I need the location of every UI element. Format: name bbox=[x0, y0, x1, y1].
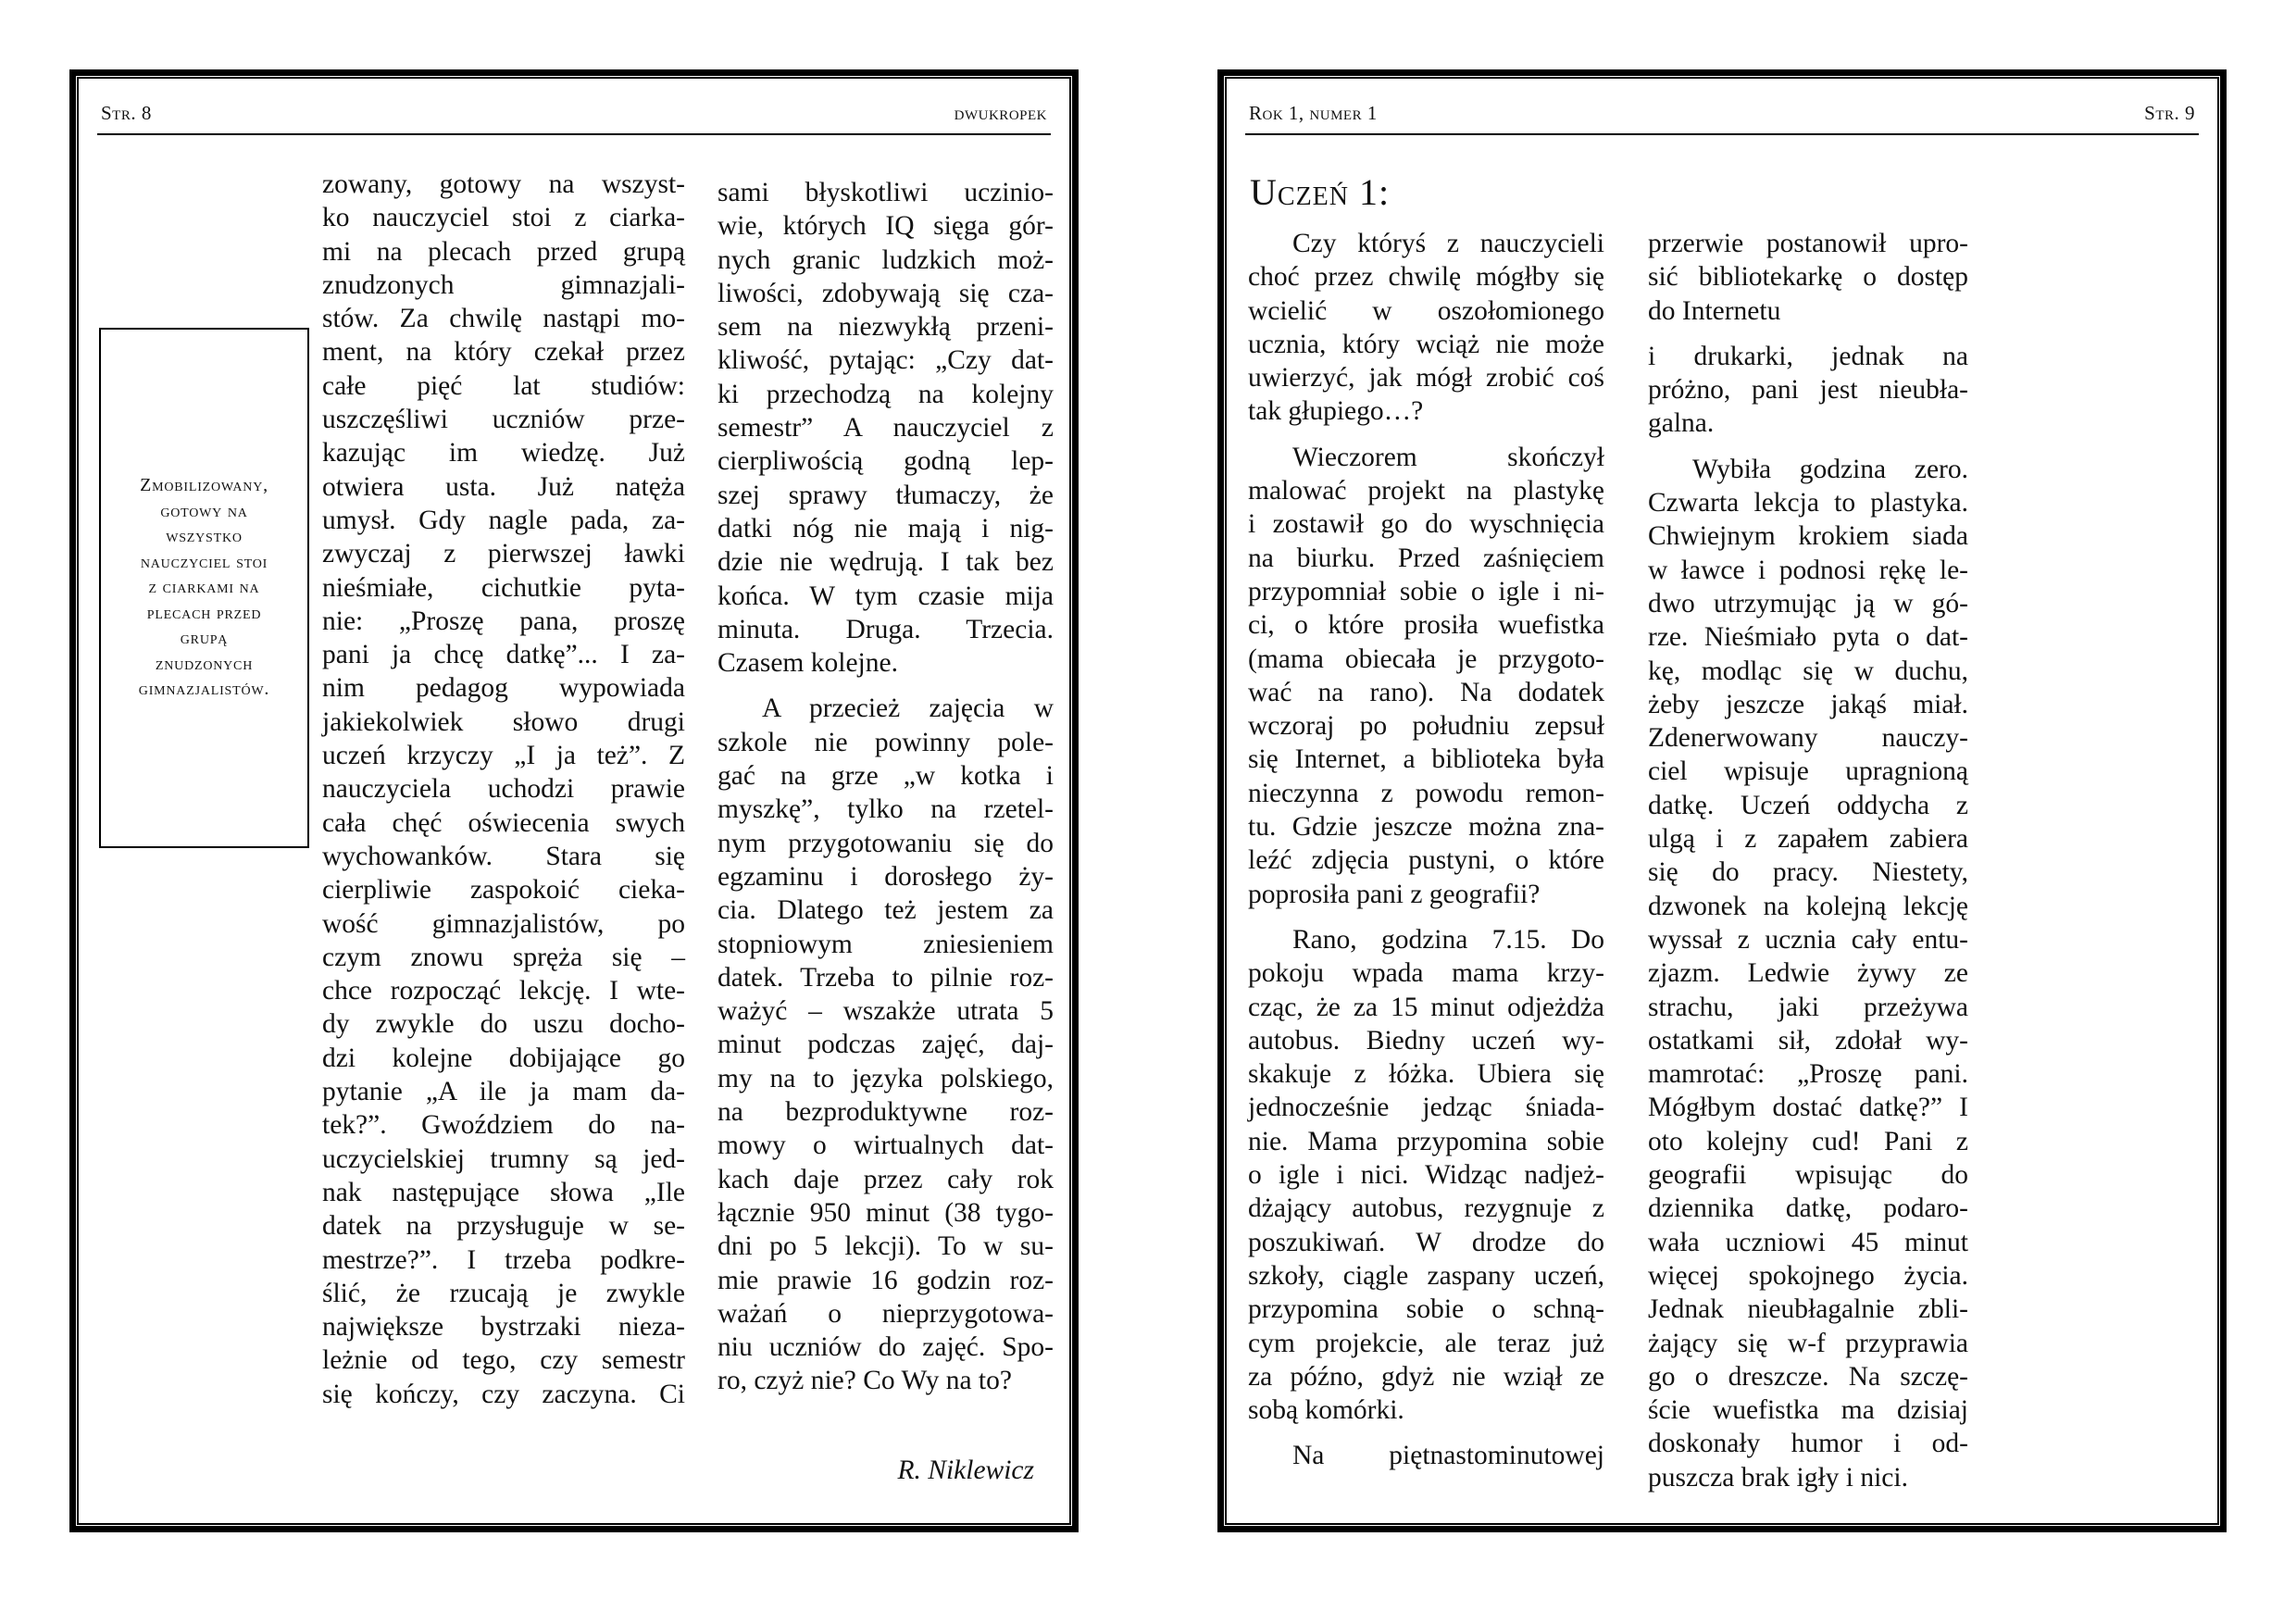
text-line: Wybiła godzina zero. bbox=[1692, 454, 1968, 484]
text-line: wie, których IQ sięga gór- bbox=[718, 211, 1054, 242]
text-line: zowany, gotowy na wszyst- bbox=[322, 169, 685, 199]
text-line: Chwiejnym krokiem siada bbox=[1648, 521, 1968, 552]
paragraph bbox=[1248, 1439, 1604, 1472]
text-line: końca. W tym czasie mija bbox=[718, 581, 1054, 611]
text-line: nie. Mama przypomina sobie bbox=[1248, 1126, 1604, 1156]
publication-name: dwukropek bbox=[954, 102, 1047, 124]
text-line: datki nóg nie mają i nig- bbox=[718, 513, 1054, 543]
text-line: Czy któryś z nauczycieli bbox=[1292, 229, 1604, 258]
text-line: jakiekolwiek słowo drugi bbox=[322, 706, 685, 737]
text-line: wała uczniowi 45 minut bbox=[1648, 1227, 1968, 1257]
text-line: dżający autobus, rezygnuje z bbox=[1248, 1193, 1604, 1224]
text-line: wać na rano). Na dodatek bbox=[1248, 677, 1604, 707]
text-line: dy zwykle do uszu docho- bbox=[322, 1009, 685, 1040]
text-line: nieczynna z powodu remon- bbox=[1248, 778, 1604, 808]
text-line: semestr” A nauczyciel z bbox=[718, 413, 1054, 443]
text-line: wczoraj po południu zepsuł bbox=[1248, 711, 1604, 742]
pull-quote-line: nauczyciel stoi bbox=[140, 551, 268, 572]
text-line: na biurku. Przed zaśnięciem bbox=[1248, 543, 1604, 573]
text-line: łącznie 950 minut (38 tygo- bbox=[718, 1197, 1054, 1228]
right-column-2 bbox=[1648, 227, 1968, 1506]
text-line: rze. Nieśmiało pyta o dat- bbox=[1648, 622, 1968, 653]
text-line: nim pedagog wypowiada bbox=[322, 673, 685, 704]
text-line: cia. Dlatego też jestem za bbox=[718, 895, 1054, 926]
text-line: kazując im wiedzę. Już bbox=[322, 438, 685, 468]
paragraph bbox=[1248, 441, 1604, 911]
text-line: w ławce i podnosi rękę le- bbox=[1648, 555, 1968, 585]
text-line: datek. Trzeba to pilnie roz- bbox=[718, 962, 1054, 993]
text-line: Zdenerwowany nauczy- bbox=[1648, 723, 1968, 754]
text-line: nych granic ludzkich moż- bbox=[718, 244, 1054, 275]
text-line: sem na niezwykłą przeni- bbox=[718, 312, 1054, 343]
text-line: datkę. Uczeń oddycha z bbox=[1648, 790, 1968, 820]
text-line: mowy o wirtualnych dat- bbox=[718, 1131, 1054, 1161]
text-line: autobus. Biedny uczeń wy- bbox=[1248, 1025, 1604, 1056]
pull-quote-line: znudzonych bbox=[155, 653, 254, 674]
text-line: żający się w-f przyprawia bbox=[1648, 1328, 1968, 1358]
text-line: mamrotać: „Proszę pani. bbox=[1648, 1059, 1968, 1090]
paragraph bbox=[1248, 923, 1604, 1427]
text-line: największe bystrzaki nieza- bbox=[322, 1312, 685, 1343]
text-line: pytanie „A ile ja mam da- bbox=[322, 1077, 685, 1107]
text-line: ro, czyż nie? Co Wy na to? bbox=[718, 1366, 1012, 1396]
text-line: Mógłbym dostać datkę?” I bbox=[1648, 1093, 1968, 1123]
text-line: ważyć – wszakże utrata 5 bbox=[718, 996, 1054, 1027]
text-line: doskonały humor i od- bbox=[1648, 1429, 1968, 1459]
text-line: zjazm. Ledwie żywy ze bbox=[1648, 958, 1968, 989]
pull-quote-line: wszystko bbox=[166, 526, 243, 547]
text-line: dzi kolejne dobijające go bbox=[322, 1043, 685, 1073]
text-line: Wieczorem skończył bbox=[1292, 442, 1604, 472]
author-signature: R. Niklewicz bbox=[897, 1455, 1034, 1485]
text-line: cała chęć oświecenia swych bbox=[322, 807, 685, 838]
left-column-2 bbox=[718, 176, 1054, 1410]
text-line: kliwość, pytając: „Czy dat- bbox=[718, 345, 1054, 376]
text-line: liwości, zdobywają się cza- bbox=[718, 278, 1054, 308]
text-line: cierpliwie zaspokoić cieka- bbox=[322, 875, 685, 906]
left-page-header bbox=[97, 101, 1051, 135]
text-line: leżnie od tego, czy semestr bbox=[322, 1345, 685, 1376]
text-line: mie prawie 16 godzin roz- bbox=[718, 1265, 1054, 1295]
text-line: go o dreszcze. Na szczę- bbox=[1648, 1361, 1968, 1392]
pull-quote-line: plecach przed bbox=[146, 602, 262, 623]
paragraph bbox=[1648, 340, 1968, 441]
text-line: cząc, że za 15 minut odjeżdża bbox=[1248, 992, 1604, 1022]
text-line: nie: „Proszę pana, proszę bbox=[322, 606, 685, 636]
text-line: więcej spokojnego życia. bbox=[1648, 1260, 1968, 1291]
text-line: poszukiwań. W drodze do bbox=[1248, 1227, 1604, 1257]
text-line: dni po 5 lekcji). To w su- bbox=[718, 1231, 1054, 1262]
text-line: szkole nie powinny pole- bbox=[718, 727, 1054, 757]
text-line: wcielić w oszołomionego bbox=[1248, 295, 1604, 326]
text-line: i zostawił go do wyschnięcia bbox=[1248, 509, 1604, 540]
page-number-label: Str. 8 bbox=[101, 102, 152, 124]
text-line: zwyczaj z pierwszej ławki bbox=[322, 539, 685, 569]
text-line: ment, na który czekał przez bbox=[322, 337, 685, 368]
text-line: ko nauczyciel stoi z ciarka- bbox=[322, 203, 685, 233]
text-line: galna. bbox=[1648, 408, 1715, 439]
text-line: przypomina sobie o schną- bbox=[1248, 1294, 1604, 1325]
text-line: nauczyciela uchodzi prawie bbox=[322, 774, 685, 805]
text-line: ci, o które prosiła wuefistka bbox=[1248, 610, 1604, 641]
text-line: wychowanków. Stara się bbox=[322, 841, 685, 871]
text-line: uwierzyć, jak mógł zrobić coś bbox=[1248, 363, 1604, 394]
text-line: żeby jeszcze jakąś miał. bbox=[1648, 689, 1968, 719]
text-line: Jednak nieubłagalnie zbli- bbox=[1648, 1294, 1968, 1325]
text-line: skakuje z łóżka. Ubiera się bbox=[1248, 1059, 1604, 1090]
text-line: Czasem kolejne. bbox=[718, 648, 898, 679]
text-line: szej sprawy tłumaczy, że bbox=[718, 480, 1054, 510]
text-line: sobą komórki. bbox=[1248, 1395, 1404, 1426]
pull-quote-line: gotowy na bbox=[160, 500, 248, 521]
text-line: Czwarta lekcja to plastyka. bbox=[1648, 488, 1968, 518]
text-line: minut podczas zajęć, daj- bbox=[718, 1030, 1054, 1060]
text-line: Rano, godzina 7.15. Do bbox=[1292, 924, 1604, 955]
text-line: otwiera usta. Już natęża bbox=[322, 471, 685, 502]
text-line: mi na plecach przed grupą bbox=[322, 236, 685, 267]
right-page bbox=[1217, 69, 2227, 1532]
text-line: umysł. Gdy nagle pada, za- bbox=[322, 505, 685, 535]
text-line: leźć zdjęcia pustyni, o które bbox=[1248, 845, 1604, 876]
text-line: myszkę”, tylko na rzetel- bbox=[718, 794, 1054, 825]
text-line: na bezproduktywne roz- bbox=[718, 1097, 1054, 1128]
pull-quote-text bbox=[139, 473, 269, 703]
text-line: tek?”. Gwoździem do na- bbox=[322, 1110, 685, 1141]
pull-quote-line: grupą bbox=[180, 628, 229, 649]
text-line: puszcza brak igły i nici. bbox=[1648, 1462, 1908, 1493]
text-line: ki przechodzą na kolejny bbox=[718, 379, 1054, 409]
text-line: ucznia, który wciąż nie może bbox=[1248, 329, 1604, 359]
text-line: tu. Gdzie jeszcze można zna- bbox=[1248, 812, 1604, 843]
text-line: minuta. Druga. Trzecia. bbox=[718, 614, 1054, 644]
page-number-label: Str. 9 bbox=[2144, 102, 2195, 124]
text-line: się do pracy. Niestety, bbox=[1648, 857, 1968, 888]
left-page bbox=[69, 69, 1079, 1532]
right-page-header bbox=[1245, 101, 2199, 135]
text-line: cym projekcie, ale teraz już bbox=[1248, 1328, 1604, 1358]
text-line: tak głupiego…? bbox=[1248, 396, 1424, 427]
paragraph bbox=[322, 168, 685, 1411]
pull-quote-line: Zmobilizowany, bbox=[140, 475, 268, 496]
text-line: przypomniał sobie o igle i ni- bbox=[1248, 576, 1604, 606]
text-line: się kończy, czy zaczyna. Ci bbox=[322, 1379, 685, 1409]
text-line: nieśmiałe, cichutkie pyta- bbox=[322, 572, 685, 603]
pull-quote-line: gimnazjalistów. bbox=[138, 679, 270, 700]
text-line: o igle i nici. Widząc nadjeż- bbox=[1248, 1160, 1604, 1191]
text-line: mestrze?”. I trzeba podkre- bbox=[322, 1244, 685, 1275]
text-line: ostatkami sił, zdołał wy- bbox=[1648, 1025, 1968, 1056]
pull-quote-line: z ciarkami na bbox=[148, 577, 260, 598]
text-line: całe pięć lat studiów: bbox=[322, 370, 685, 401]
text-line: próżno, pani jest nieubła- bbox=[1648, 375, 1968, 406]
text-line: jednocześnie jedząc śniada- bbox=[1248, 1093, 1604, 1123]
text-line: gać na grze „w kotka i bbox=[718, 761, 1054, 792]
paragraph bbox=[1248, 227, 1604, 429]
right-column-1 bbox=[1248, 227, 1604, 1485]
text-line: sić bibliotekarkę o dostęp bbox=[1648, 262, 1968, 293]
text-line: cierpliwością godną lep- bbox=[718, 446, 1054, 477]
text-line: oto kolejny cud! Pani z bbox=[1648, 1126, 1968, 1156]
text-line: ważań o nieprzygotowa- bbox=[718, 1298, 1054, 1329]
text-line: Na piętnastominutowej bbox=[1292, 1441, 1604, 1471]
paragraph bbox=[718, 692, 1054, 1397]
text-line: kach daje przez cały rok bbox=[718, 1164, 1054, 1194]
text-line: my na to języka polskiego, bbox=[718, 1063, 1054, 1093]
text-line: ście wuefistka ma dzisiaj bbox=[1648, 1395, 1968, 1426]
text-line: kę, modląc się w duchu, bbox=[1648, 656, 1968, 686]
text-line: nym przygotowaniu się do bbox=[718, 828, 1054, 858]
text-line: malować projekt na plastykę bbox=[1248, 476, 1604, 506]
text-line: do Internetu bbox=[1648, 295, 1781, 326]
text-line: A przecież zajęcia w bbox=[762, 693, 1054, 724]
text-line: uczycielskiej trumny są jed- bbox=[322, 1143, 685, 1174]
text-line: przerwie postanowił upro- bbox=[1648, 229, 1968, 258]
text-line: wość gimnazjalistów, po bbox=[322, 908, 685, 939]
paragraph bbox=[718, 176, 1054, 680]
text-line: sami błyskotliwi uczinio- bbox=[718, 178, 1054, 207]
text-line: egzaminu i dorosłego ży- bbox=[718, 861, 1054, 892]
text-line: dzwonek na kolejną lekcję bbox=[1648, 891, 1968, 921]
text-line: uczeń krzyczy „I ja też”. Z bbox=[322, 741, 685, 771]
text-line: pani ja chcę datkę”... I za- bbox=[322, 640, 685, 670]
text-line: uszczęśliwi uczniów prze- bbox=[322, 405, 685, 435]
text-line: za późno, gdyż nie wziął ze bbox=[1248, 1361, 1604, 1392]
text-line: (mama obiecała je przygoto- bbox=[1248, 643, 1604, 674]
text-line: datek na przysługuje w se- bbox=[322, 1211, 685, 1242]
text-line: ciel wpisuje upragnioną bbox=[1648, 756, 1968, 787]
text-line: ulgą i z zapałem zabiera bbox=[1648, 824, 1968, 855]
issue-label: Rok 1, numer 1 bbox=[1249, 102, 1378, 124]
text-line: czym znowu spręża się – bbox=[322, 942, 685, 972]
text-line: choć przez chwilę mógłby się bbox=[1248, 262, 1604, 293]
text-line: nak następujące słowa „Ile bbox=[322, 1177, 685, 1207]
text-line: się Internet, a biblioteka była bbox=[1248, 744, 1604, 775]
text-line: dwo utrzymując ją w gó- bbox=[1648, 588, 1968, 618]
text-line: pokoju wpada mama krzy- bbox=[1248, 958, 1604, 989]
pull-quote-box bbox=[99, 328, 309, 848]
left-column-1 bbox=[322, 168, 685, 1423]
text-line: ślić, że rzucają je zwykle bbox=[322, 1278, 685, 1308]
article-title: Uczeń 1: bbox=[1250, 171, 1391, 213]
text-line: wyssał z ucznia cały entu- bbox=[1648, 924, 1968, 955]
text-line: poprosiła pani z geografii? bbox=[1248, 879, 1541, 909]
text-line: chce rozpocząć lekcję. I wte- bbox=[322, 976, 685, 1006]
text-line: stów. Za chwilę nastąpi mo- bbox=[322, 304, 685, 334]
text-line: dziennika datkę, podaro- bbox=[1648, 1193, 1968, 1224]
text-line: i drukarki, jednak na bbox=[1648, 341, 1968, 371]
paragraph bbox=[1648, 453, 1968, 1494]
text-line: geografii wpisując do bbox=[1648, 1160, 1968, 1191]
paragraph bbox=[1648, 227, 1968, 328]
text-line: dzie nie wędrują. I tak bez bbox=[718, 547, 1054, 578]
text-line: stopniowym zniesieniem bbox=[718, 929, 1054, 959]
text-line: strachu, jaki przeżywa bbox=[1648, 992, 1968, 1022]
text-line: szkoły, ciągle zaspany uczeń, bbox=[1248, 1260, 1604, 1291]
text-line: niu uczniów do zajęć. Spo- bbox=[718, 1332, 1054, 1363]
text-line: znudzonych gimnazjali- bbox=[322, 269, 685, 300]
